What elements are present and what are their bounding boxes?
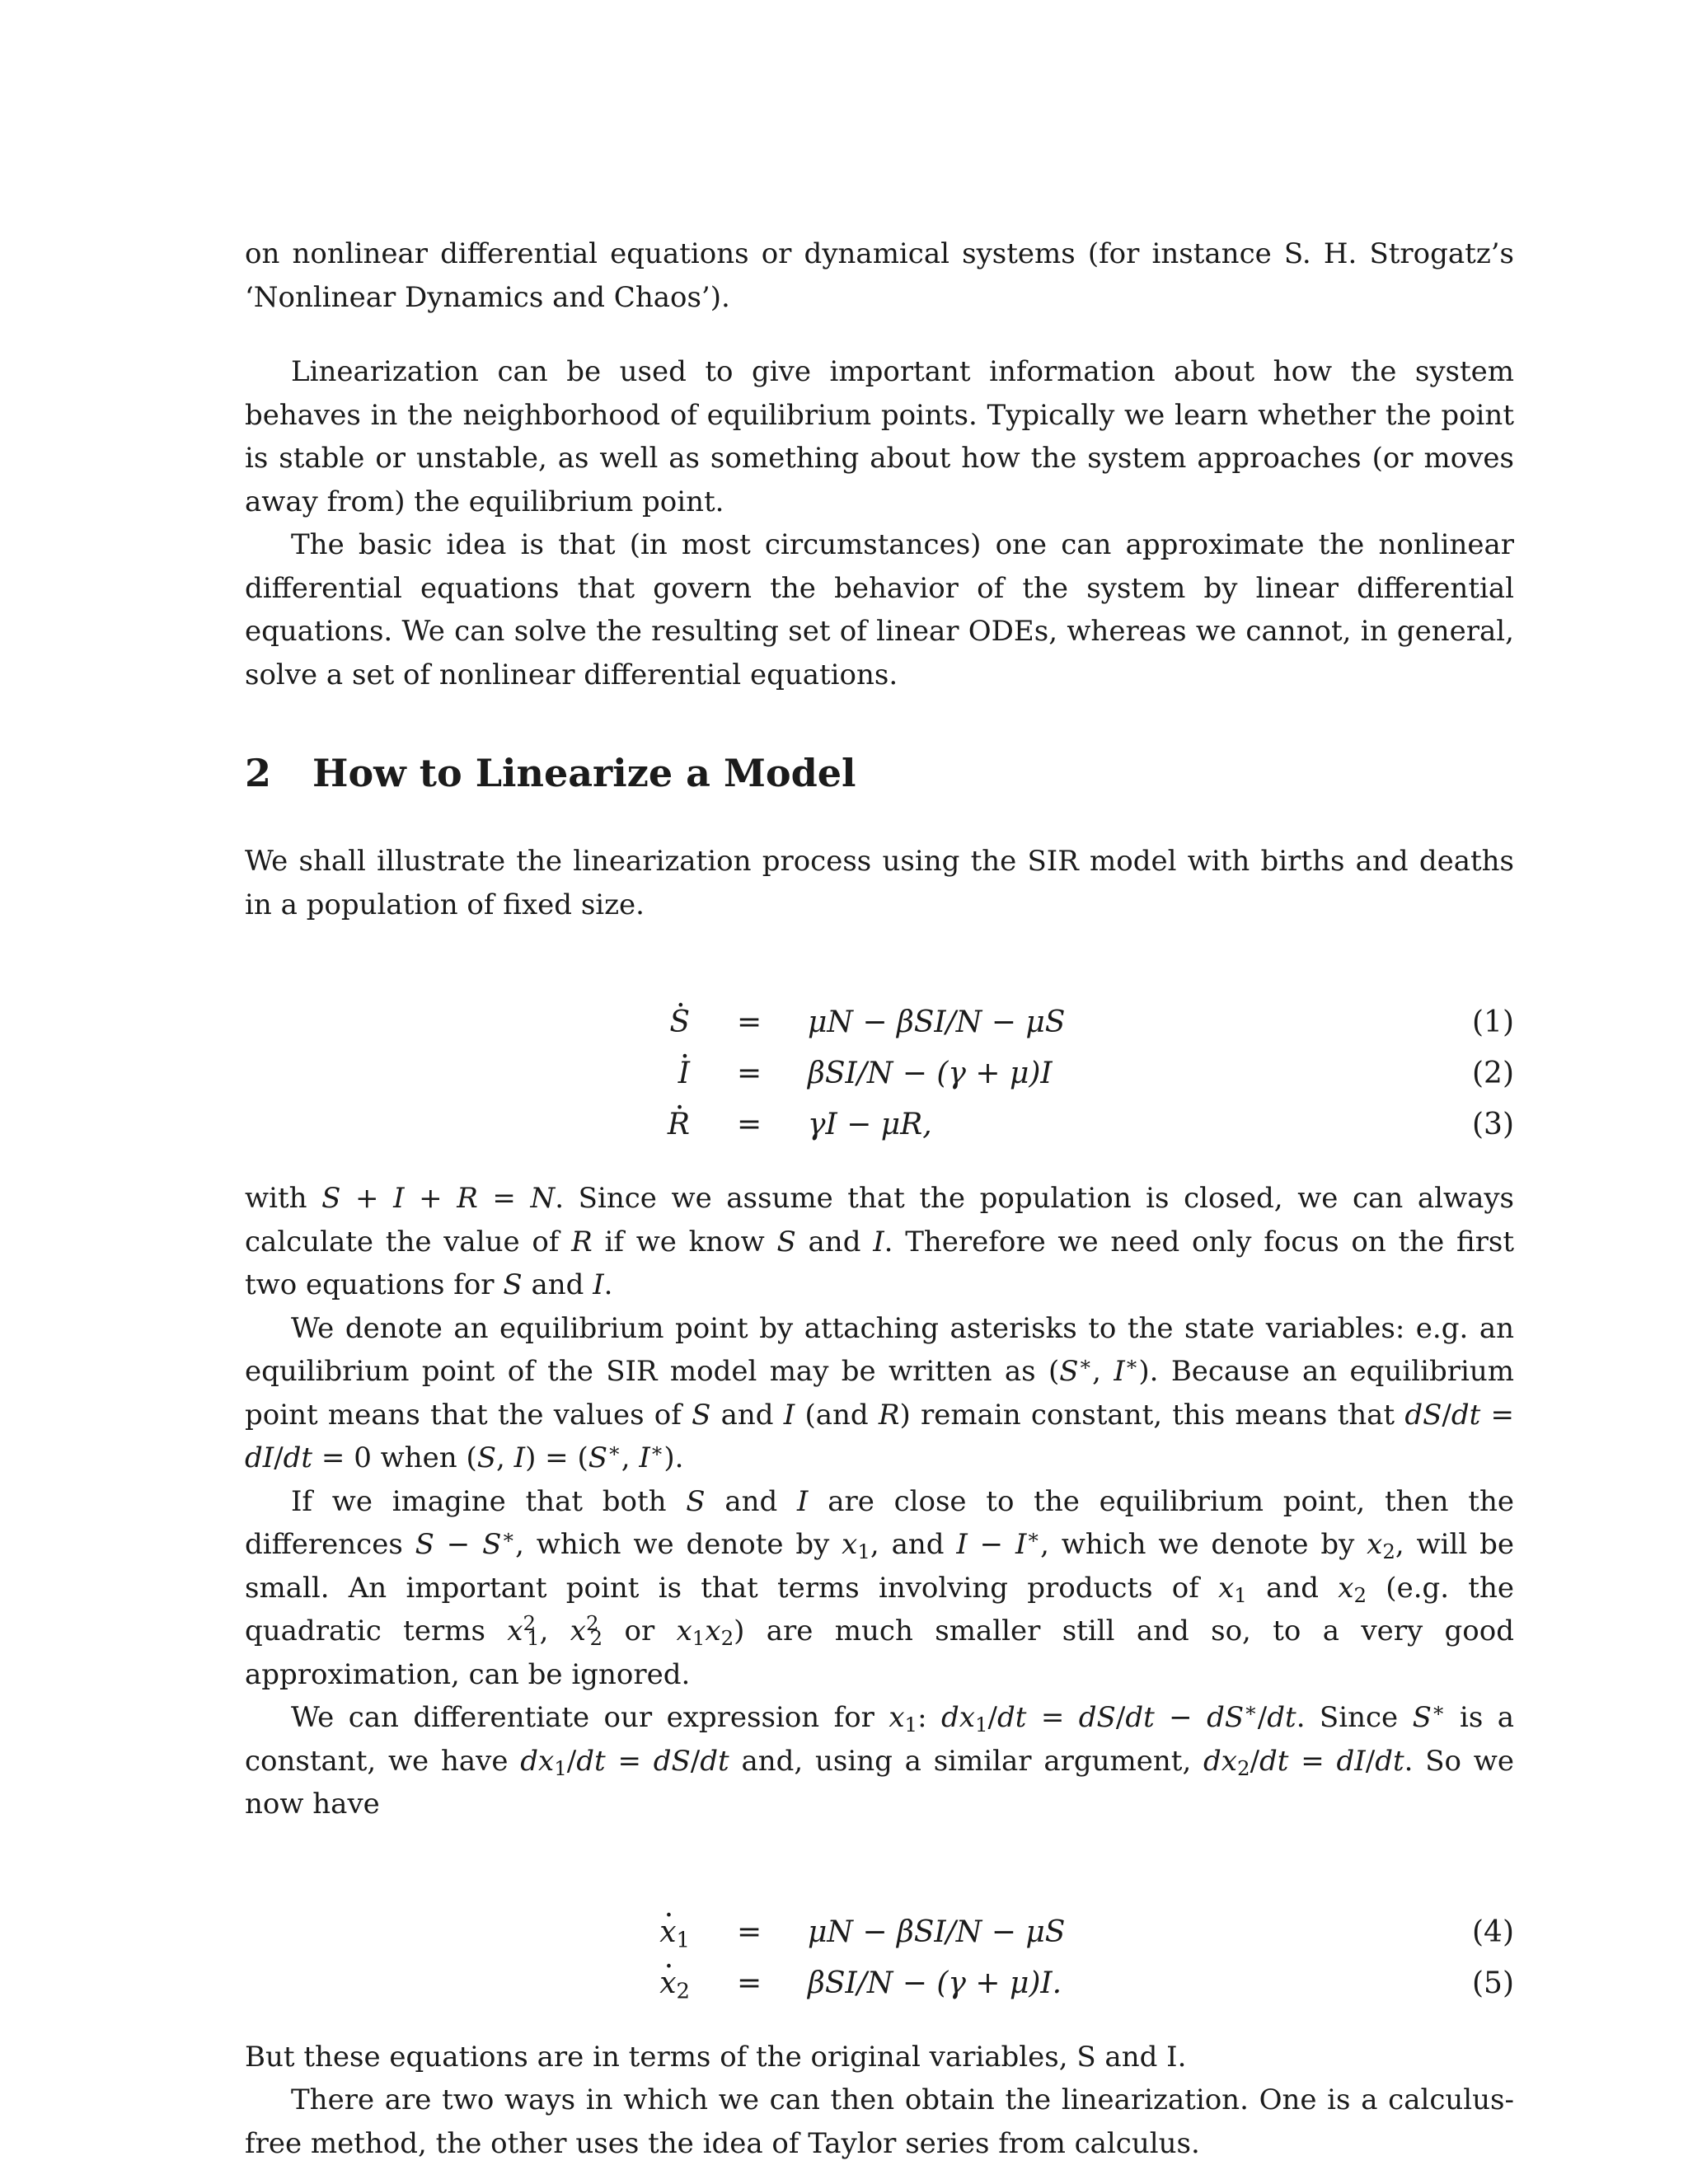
equation-4-equals: = [737, 1915, 762, 1949]
equation-5-number: (5) [1472, 1966, 1514, 2000]
section-number: 2 [245, 751, 272, 795]
equation-4-lhs: · x [659, 1915, 676, 1949]
equation-5-rhs: βSI/N − (γ + μ)I. [808, 1966, 1062, 2000]
equation-3-equals: = [737, 1108, 762, 1141]
section-title: How to Linearize a Model [312, 751, 856, 795]
paragraph-equilibrium-definition: We denote an equilibrium point by attaching asterisks to the state variables: e.g. an equilibrium point of the SIR model may be written as (S∗, I∗). Because an equilibrium point means that the values of S and I (and R) remain constant, this means that dS/dt = dI/dt = 0 when (S, I) = (S∗, I∗). [245, 1311, 1515, 1474]
page-content [245, 232, 1514, 2165]
equation-1-lhs: · S [669, 1005, 690, 1039]
paragraph-intro-continued: on nonlinear differential equations or dynamical systems (for instance S. H. Strogatz’s ‘Nonlinear Dynamics and Chaos’). [245, 237, 1514, 314]
paragraph-sir-intro: We shall illustrate the linearization process using the SIR model with births and deaths in a population of fixed size. [245, 845, 1514, 921]
equation-1-equals: = [737, 1005, 762, 1039]
paragraph-small-differences: If we imagine that both S and I are close to the equilibrium point, then the differences S − S∗, which we denote by $x_1$, and I − I∗, which we denote by $x_2$, will be small. An important point is that terms involving products of $x_1$ and $x_2$ (e.g. the quadratic terms $x^2_1$, $x^2_2$ or $x_1x_2$) are much smaller still and so, to a very good approximation, can be ignored. [245, 1484, 1515, 1691]
equation-3-rhs: γI − μR, [808, 1108, 932, 1141]
equation-4-rhs: μN − βSI/N − μS [808, 1915, 1066, 1949]
paragraph-basic-idea: The basic idea is that (in most circumstances) one can approximate the nonlinear differential equations that govern the behavior of the system by linear differential equations. We can solve the resulting set of linear ODEs, whereas we cannot, in general, solve a set of nonlinear differential equations. [245, 528, 1514, 691]
equation-3-lhs: · R [668, 1108, 690, 1141]
equation-5-lhs-subscript: 2 [676, 1978, 690, 2004]
paragraph-two-ways: There are two ways in which we can then obtain the linearization. One is a calculus-free method, the other uses the idea of Taylor series from calculus. [245, 2083, 1514, 2160]
equation-2-rhs: βSI/N − (γ + μ)I [808, 1057, 1053, 1090]
equation-1 [245, 999, 1514, 1050]
paragraph-original-variables: But these equations are in terms of the original variables, S and I. [245, 2040, 1187, 2074]
equation-3 [245, 1101, 1514, 1152]
equation-1-number: (1) [1472, 1005, 1514, 1039]
equation-3-number: (3) [1472, 1108, 1514, 1141]
equation-5-equals: = [737, 1966, 762, 2000]
paragraph-differentiate: We can differentiate our expression for $x_1$: $dx_1/dt = dS/dt - dS^∗/dt$. Since S∗ is a constant, we have $dx_1/dt = dS/dt$ and, using a similar argument, $dx_2/dt = dI/dt$. So we now have [245, 1697, 1514, 1821]
equation-1-rhs: μN − βSI/N − μS [808, 1005, 1066, 1039]
equation-2 [245, 1050, 1514, 1101]
equation-4 [245, 1909, 1514, 1960]
equation-5 [245, 1960, 1514, 2011]
equation-2-number: (2) [1472, 1057, 1514, 1090]
section-heading [245, 751, 1514, 795]
paragraph-linearization-info: Linearization can be used to give important information about how the system behaves in the neighborhood of equilibrium points. Typically we learn whether the point is stable or unstable, as well as something about how the system approaches (or moves away from) the equilibrium point. [245, 355, 1514, 518]
equation-2-equals: = [737, 1057, 762, 1090]
equation-block-sir [245, 999, 1514, 1152]
equation-4-number: (4) [1472, 1915, 1514, 1949]
equation-2-lhs: · I [678, 1057, 690, 1090]
equation-5-lhs: · x [659, 1966, 676, 2000]
equation-block-x [245, 1909, 1514, 2011]
equation-4-lhs-subscript: 1 [676, 1927, 690, 1952]
paragraph-closed-population: with S + I + R = N. Since we assume that the population is closed, we can always calculate the value of R if we know S and I. Therefore we need only focus on the first two equations for S and I. [245, 1182, 1514, 1301]
